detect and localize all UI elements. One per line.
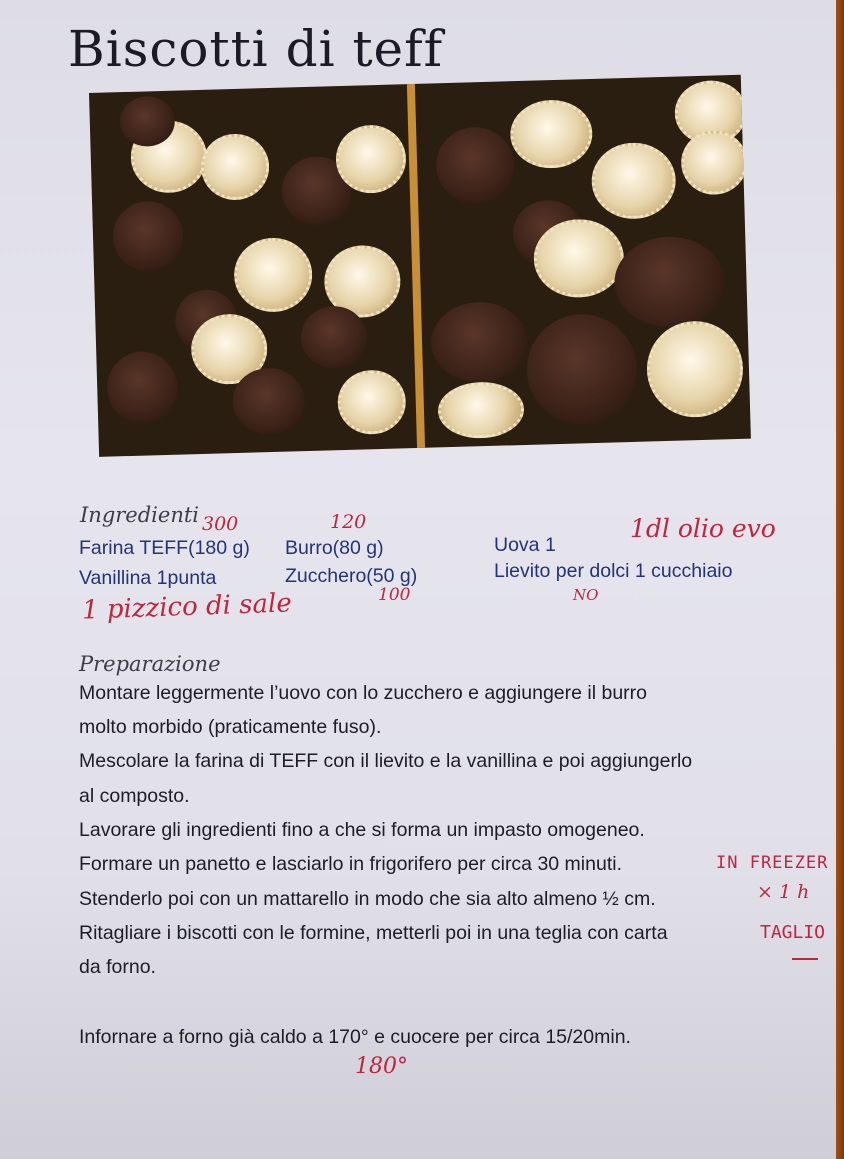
zucchero-correction: 100 — [378, 585, 411, 605]
light-cookie — [509, 99, 593, 169]
freezer-annotation: IN FREEZER — [716, 853, 829, 873]
preparation-line: Montare leggermente l’uovo con lo zucchero e aggiungere il burro — [79, 682, 648, 704]
taglio-annotation: TAGLIO — [760, 922, 826, 943]
light-cookie — [200, 133, 270, 201]
paper-edge-background — [836, 0, 844, 1159]
burro-correction: 120 — [330, 511, 367, 533]
dark-cookie — [525, 313, 638, 426]
light-cookie — [335, 124, 407, 194]
ingredient-uova: Uova 1 — [494, 534, 556, 556]
recipe-title: Biscotti di teff — [68, 20, 444, 78]
preparation-line: molto morbido (praticamente fuso). — [79, 716, 382, 738]
ingredient-farina: Farina TEFF(180 g) — [79, 537, 250, 559]
light-cookie — [437, 381, 525, 439]
olio-annotation: 1dl olio evo — [630, 514, 776, 543]
dark-cookie — [106, 351, 178, 425]
preparation-line: Lavorare gli ingredienti fino a che si forma un impasto omogeneo. — [79, 819, 645, 841]
preparation-line: Ritagliare i biscotti con le formine, metterli poi in una teglia con carta — [79, 922, 668, 944]
dark-cookie — [430, 301, 528, 384]
taglio-underline — [792, 958, 818, 960]
preparation-line: Stenderlo poi con un mattarello in modo che sia alto almeno ½ cm. — [79, 888, 656, 910]
light-cookie — [533, 218, 625, 298]
preparation-final-line: Infornare a forno già caldo a 170° e cuocere per circa 15/20min. — [79, 1026, 631, 1048]
dark-cookie — [435, 126, 515, 204]
farina-correction: 300 — [202, 513, 239, 535]
dark-cookie — [300, 305, 368, 369]
light-cookie — [646, 320, 745, 419]
light-cookie — [591, 142, 677, 220]
sale-annotation: 1 pizzico di sale — [81, 588, 293, 626]
dark-cookie — [232, 367, 306, 435]
ingredients-heading: Ingredienti — [80, 503, 199, 527]
ingredient-burro: Burro(80 g) — [285, 537, 384, 559]
light-cookie — [337, 369, 407, 435]
preparation-heading: Preparazione — [79, 652, 221, 676]
preparation-line: da forno. — [79, 956, 156, 978]
dark-cookie — [112, 200, 184, 272]
light-cookie — [680, 130, 748, 196]
lievito-no-annotation: NO — [573, 586, 599, 604]
freezer-time-annotation: × 1 h — [757, 881, 810, 903]
ingredient-zucchero: Zucchero(50 g) — [285, 565, 418, 587]
preparation-line: Mescolare la farina di TEFF con il lievito e la vanillina e poi aggiungerlo — [79, 750, 693, 772]
ingredient-lievito: Lievito per dolci 1 cucchiaio — [494, 560, 733, 582]
ingredient-vanillina: Vanillina 1punta — [79, 567, 217, 589]
photo-divider — [407, 84, 425, 448]
cookies-photo — [89, 75, 751, 457]
preparation-line: al composto. — [79, 785, 190, 807]
temperature-correction: 180° — [355, 1054, 408, 1079]
dark-cookie — [613, 235, 725, 328]
preparation-line: Formare un panetto e lasciarlo in frigorifero per circa 30 minuti. — [79, 853, 622, 875]
light-cookie — [233, 237, 313, 313]
